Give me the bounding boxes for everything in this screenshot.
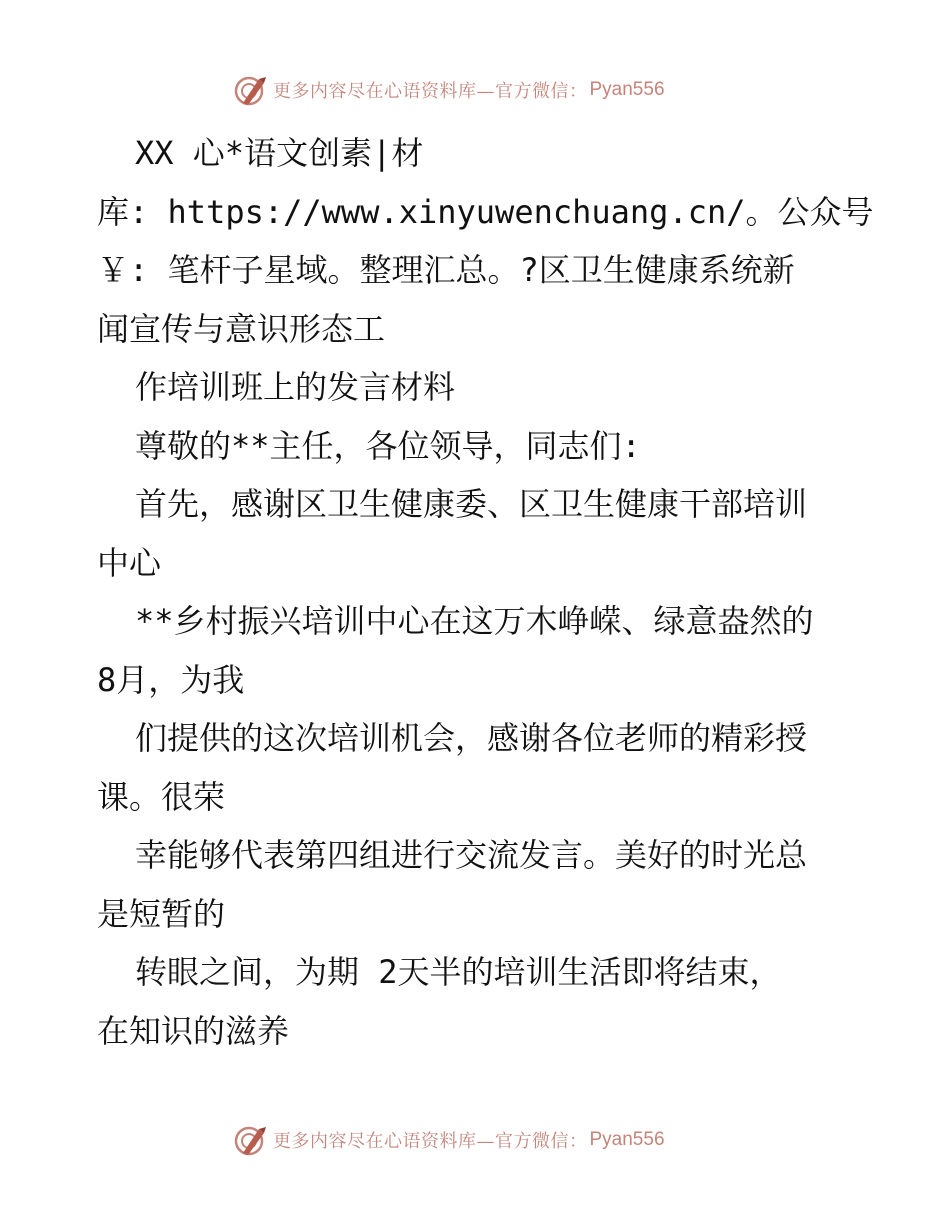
- body-line: 闻宣传与意识形态工: [97, 309, 386, 348]
- body-line: 首先，感谢区卫生健康委、区卫生健康干部培训: [135, 485, 808, 523]
- watermark-wechat-id: Pyan556: [589, 1129, 665, 1150]
- body-line: 库: https://www.xinyuwenchuang.cn/。公众号: [97, 192, 874, 231]
- pen-seal-logo-icon: [233, 1123, 267, 1157]
- body-line: **乡村振兴培训中心在这万木峥嵘、绿意盎然的: [135, 602, 814, 640]
- body-line: 中心: [97, 543, 162, 582]
- watermark-banner-bottom: [233, 1122, 665, 1158]
- watermark-wechat-id: Pyan556: [589, 79, 665, 100]
- body-line: 是短暂的: [97, 894, 226, 933]
- body-line: 幸能够代表第四组进行交流发言。美好的时光总: [135, 836, 808, 874]
- watermark-banner-top: [233, 72, 665, 108]
- body-line: 课。很荣: [97, 777, 226, 816]
- body-line: 尊敬的**主任，各位领导，同志们:: [135, 426, 641, 465]
- body-line: 8月，为我: [97, 660, 245, 699]
- watermark-text: 更多内容尽在心语资料库—官方微信：: [273, 81, 588, 102]
- body-line: XX 心*语文创素|材: [135, 134, 424, 172]
- pen-seal-logo-icon: [233, 73, 267, 107]
- body-line: 转眼之间，为期 2天半的培训生活即将结束，: [135, 953, 782, 991]
- body-line: 在知识的滋养: [97, 1011, 290, 1050]
- body-line: 作培训班上的发言材料: [135, 368, 456, 406]
- watermark-text: 更多内容尽在心语资料库—官方微信：: [273, 1131, 588, 1152]
- document-body: [97, 124, 874, 1060]
- body-line: 们提供的这次培训机会，感谢各位老师的精彩授: [135, 719, 808, 757]
- body-line: ￥: 笔杆子星域。整理汇总。?区卫生健康系统新: [97, 251, 795, 289]
